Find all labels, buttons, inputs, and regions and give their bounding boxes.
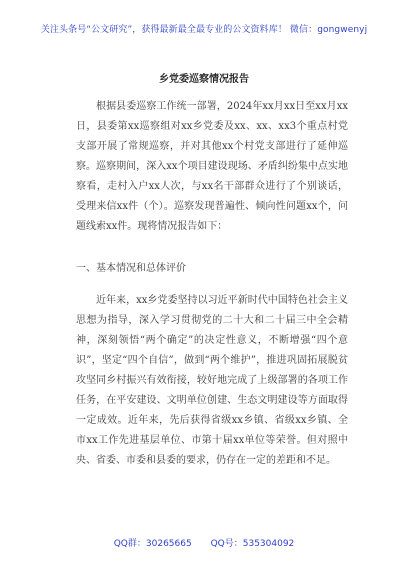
section-heading-basic-situation: 一、基本情况和总体评价 [76,263,186,274]
header-banner: 关注头条号“公文研究”，获得最新最全最专业的公文资料库！ 微信：gongwenyj [40,25,368,35]
qq-group-number: QQ群：30265665 [113,539,192,549]
document-title: 乡党委巡察情况报告 [159,74,249,85]
paragraph-basic-situation: 近年来，xx乡党委坚持以习近平新时代中国特色社会主义思想为指导，深入学习贯彻党的二十大和二十届三中全会精神，深刻领悟“两个确定”的决定性意义，不断增强“四个意识”，坚定“四个自信”，做到“两个维护”，推进巩固拓展脱贫攻坚同乡村振兴有效衔接，较好地完成了上级部署的各项工作任务，在平安建设、文明单位创建、生态文明建设等方面取得一定成效。近年来，先后获得省级xx乡镇、省级xx乡镇、全市xx工作先进基层单位、市第十届xx单位等荣誉。但对照中央、省委、市委和县委的要求，仍存在一定的差距和不足。 [76,295,348,466]
footer-contacts [0,536,408,549]
paragraph-intro: 根据县委巡察工作统一部署，2024年xx月xx日至xx月xx日，县委第xx巡察组对xx乡党委及xx、xx、xx3个重点村党支部开展了常规巡察，并对其他xx个村党支部进行了延伸巡察。巡察期间，深入xx个项目建设现场、矛盾纠纷集中点实地察看，走村入户xx人次，与xx名干部群众进行了个别谈话，受理来信xx件（个）。巡察发现普遍性、倾向性问题xx个，问题线索xx件。现将情况报告如下： [76,101,348,232]
qq-account-number: QQ号：535304092 [210,539,295,549]
